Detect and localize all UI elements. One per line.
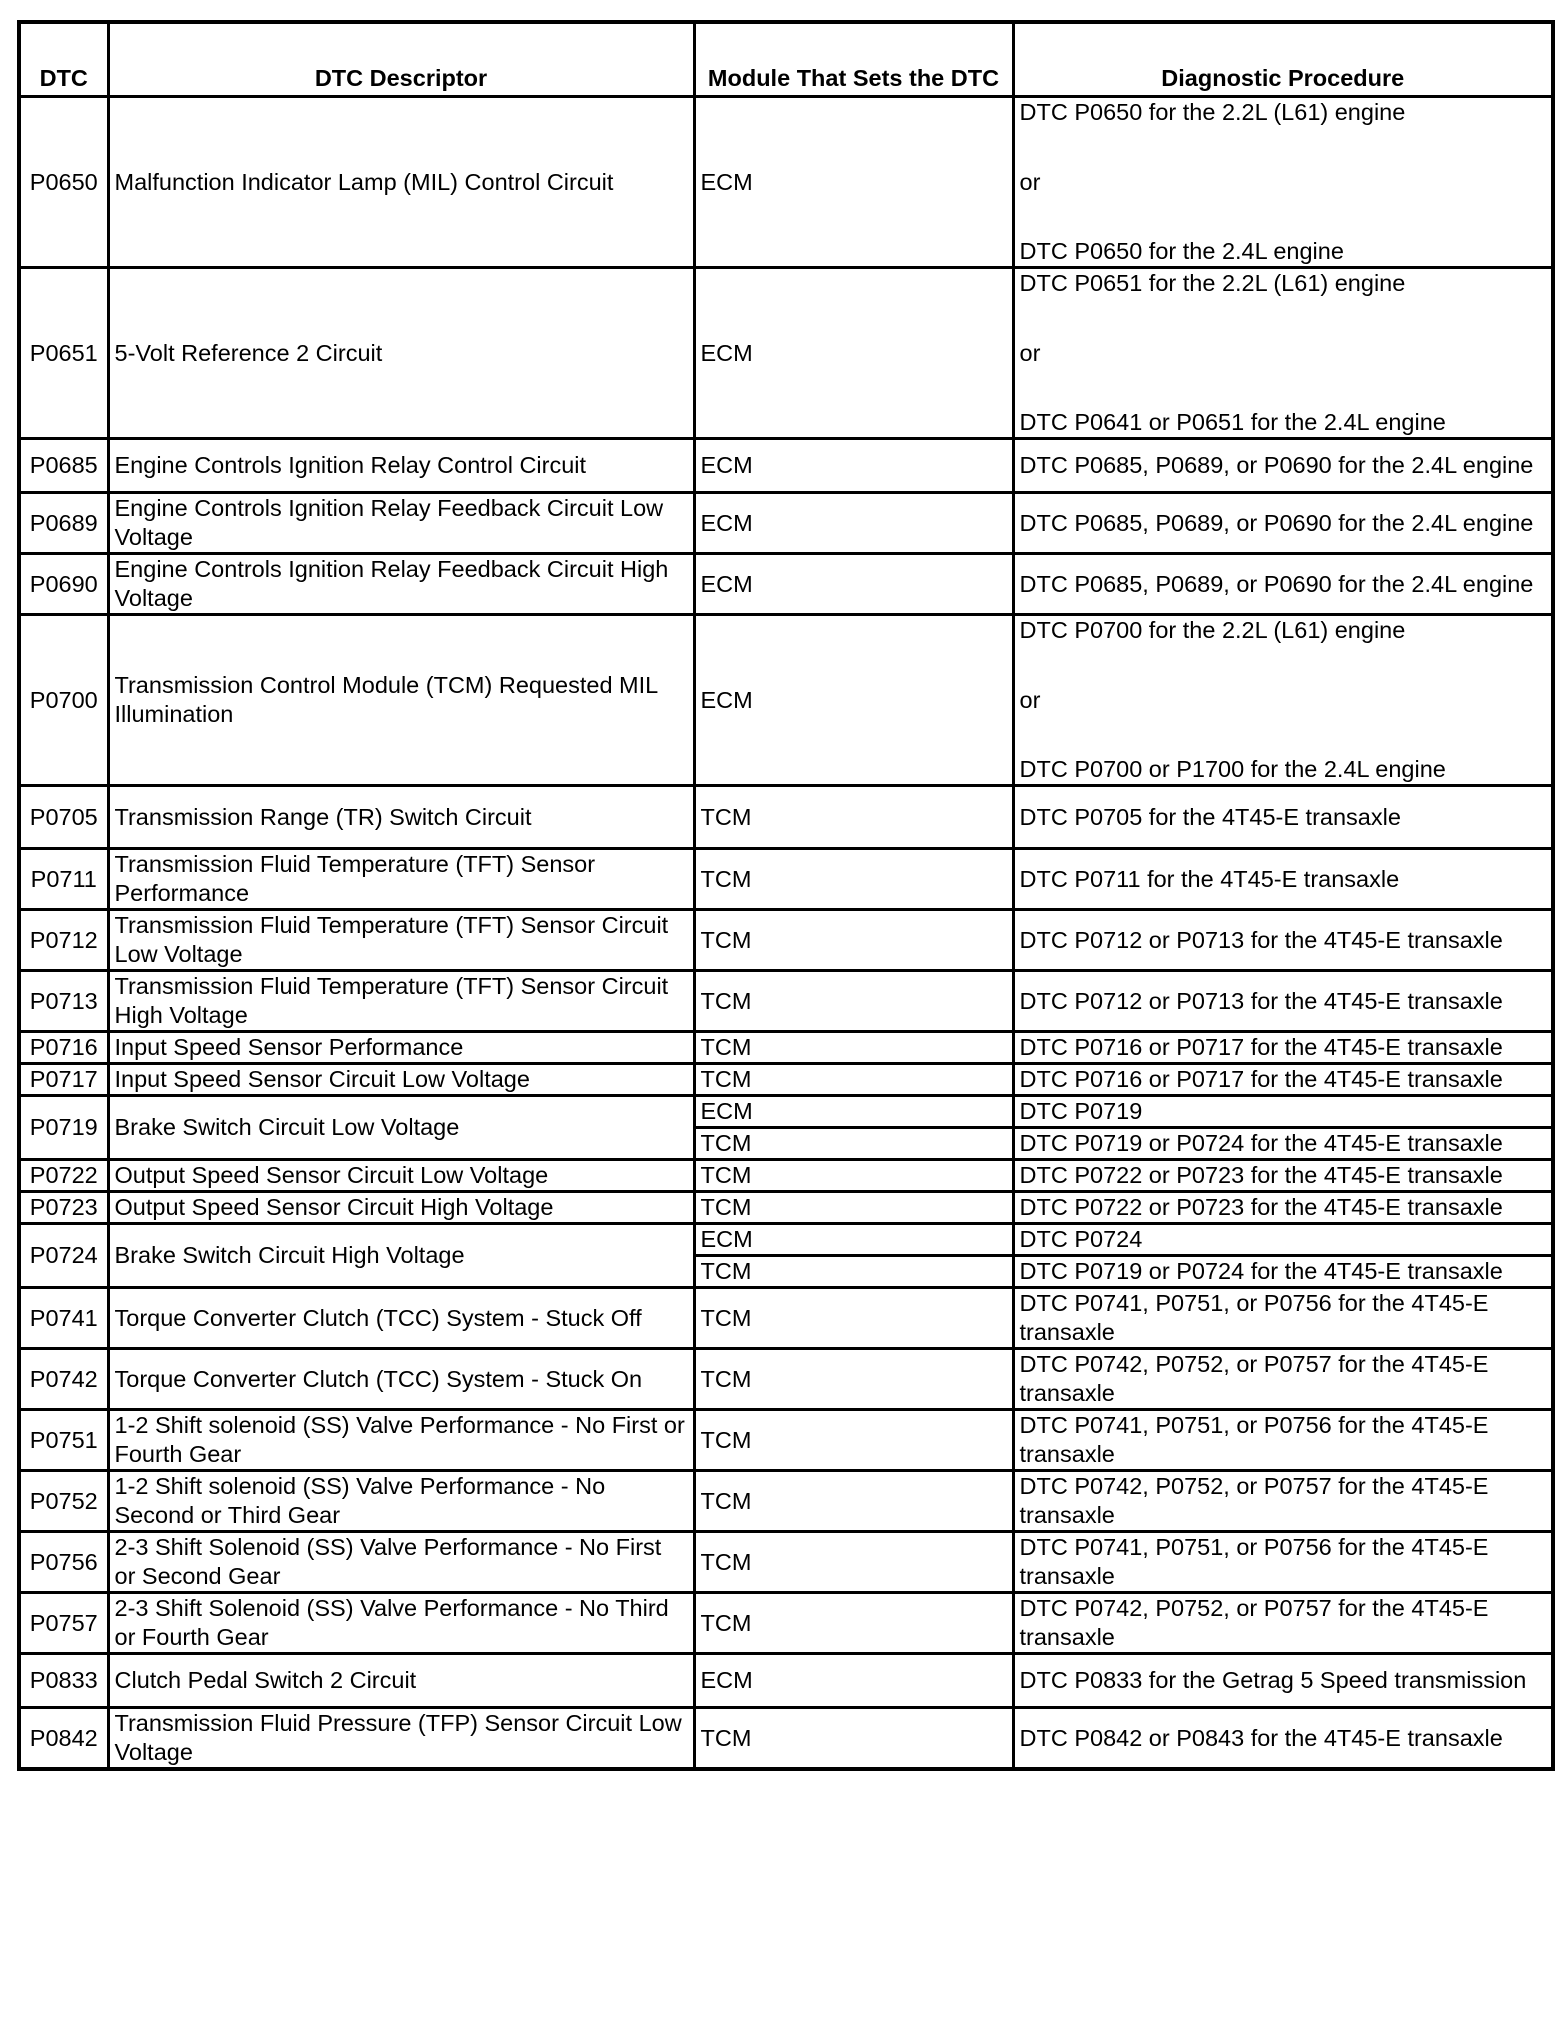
dtc-descriptor: 2-3 Shift Solenoid (SS) Valve Performance - No Third or Fourth Gear [108, 1593, 694, 1654]
diagnostic-procedure: DTC P0833 for the Getrag 5 Speed transmission [1013, 1654, 1553, 1708]
table-row [19, 1654, 1553, 1708]
table-row [19, 493, 1553, 554]
diagnostic-procedure: DTC P0716 or P0717 for the 4T45-E transaxle [1013, 1032, 1553, 1064]
dtc-descriptor: 2-3 Shift Solenoid (SS) Valve Performance - No First or Second Gear [108, 1532, 694, 1593]
table-row [19, 910, 1553, 971]
table-row [19, 1410, 1553, 1471]
module-name: TCM [694, 1708, 1013, 1770]
dtc-code: P0741 [19, 1288, 108, 1349]
table-row [19, 1160, 1553, 1192]
dtc-code: P0651 [19, 268, 108, 439]
module-name: ECM [694, 615, 1013, 786]
diagnostic-procedure: DTC P0742, P0752, or P0757 for the 4T45-E transaxle [1013, 1471, 1553, 1532]
diagnostic-procedure: DTC P0712 or P0713 for the 4T45-E transaxle [1013, 971, 1553, 1032]
table-row [19, 1593, 1553, 1654]
dtc-code: P0717 [19, 1064, 108, 1096]
dtc-code: P0685 [19, 439, 108, 493]
procedure-line: DTC P0650 for the 2.4L engine [1019, 238, 1344, 264]
module-name: TCM [694, 971, 1013, 1032]
table-row [19, 439, 1553, 493]
module-name: TCM [694, 1160, 1013, 1192]
dtc-descriptor: Malfunction Indicator Lamp (MIL) Control Circuit [108, 97, 694, 268]
dtc-descriptor: Torque Converter Clutch (TCC) System - Stuck On [108, 1349, 694, 1410]
diagnostic-procedure: DTC P0742, P0752, or P0757 for the 4T45-E transaxle [1013, 1349, 1553, 1410]
module-name: ECM [694, 554, 1013, 615]
module-name: TCM [694, 1471, 1013, 1532]
dtc-code: P0713 [19, 971, 108, 1032]
diagnostic-procedure: DTC P0685, P0689, or P0690 for the 2.4L engine [1013, 439, 1553, 493]
module-name: TCM [694, 1032, 1013, 1064]
diagnostic-procedure: DTC P0685, P0689, or P0690 for the 2.4L engine [1013, 554, 1553, 615]
dtc-descriptor: Transmission Fluid Temperature (TFT) Sensor Performance [108, 849, 694, 910]
dtc-descriptor: Transmission Fluid Temperature (TFT) Sensor Circuit Low Voltage [108, 910, 694, 971]
dtc-code: P0751 [19, 1410, 108, 1471]
diagnostic-procedure: DTC P0742, P0752, or P0757 for the 4T45-E transaxle [1013, 1593, 1553, 1654]
module-name: ECM [694, 268, 1013, 439]
header-procedure: Diagnostic Procedure [1013, 22, 1553, 97]
header-descriptor: DTC Descriptor [108, 22, 694, 97]
procedure-lines [1020, 98, 1547, 266]
diagnostic-procedure: DTC P0722 or P0723 for the 4T45-E transaxle [1013, 1160, 1553, 1192]
module-name: TCM [694, 1064, 1013, 1096]
procedure-or: or [1019, 168, 1041, 195]
procedure-line: DTC P0650 for the 2.2L (L61) engine [1019, 99, 1406, 125]
diagnostic-procedure: DTC P0705 for the 4T45-E transaxle [1013, 786, 1553, 849]
dtc-descriptor: Torque Converter Clutch (TCC) System - Stuck Off [108, 1288, 694, 1349]
module-name: TCM [694, 1349, 1013, 1410]
dtc-descriptor: Output Speed Sensor Circuit Low Voltage [108, 1160, 694, 1192]
procedure-lines [1020, 269, 1547, 437]
module-name: ECM [694, 1654, 1013, 1708]
diagnostic-procedure: DTC P0685, P0689, or P0690 for the 2.4L engine [1013, 493, 1553, 554]
diagnostic-procedure: DTC P0724 [1013, 1224, 1553, 1256]
dtc-code: P0705 [19, 786, 108, 849]
diagnostic-procedure: DTC P0716 or P0717 for the 4T45-E transaxle [1013, 1064, 1553, 1096]
table-row [19, 615, 1553, 786]
module-name: TCM [694, 849, 1013, 910]
diagnostic-procedure: DTC P0842 or P0843 for the 4T45-E transaxle [1013, 1708, 1553, 1770]
module-name: TCM [694, 1532, 1013, 1593]
diagnostic-procedure: DTC P0712 or P0713 for the 4T45-E transaxle [1013, 910, 1553, 971]
diagnostic-procedure: DTC P0719 [1013, 1096, 1553, 1128]
header-dtc: DTC [19, 22, 108, 97]
dtc-code: P0689 [19, 493, 108, 554]
dtc-descriptor: Brake Switch Circuit High Voltage [108, 1224, 694, 1288]
dtc-code: P0752 [19, 1471, 108, 1532]
module-name: TCM [694, 1288, 1013, 1349]
module-name: TCM [694, 1593, 1013, 1654]
table-row [19, 97, 1553, 268]
table-row [19, 1032, 1553, 1064]
header-module: Module That Sets the DTC [694, 22, 1013, 97]
table-row [19, 1064, 1553, 1096]
module-name: ECM [694, 1096, 1013, 1128]
dtc-code: P0842 [19, 1708, 108, 1770]
table-header [19, 22, 1553, 97]
table-row [19, 268, 1553, 439]
dtc-descriptor: Engine Controls Ignition Relay Control Circuit [108, 439, 694, 493]
dtc-code: P0712 [19, 910, 108, 971]
dtc-code: P0719 [19, 1096, 108, 1160]
table-row [19, 1096, 1553, 1128]
module-name: ECM [694, 493, 1013, 554]
procedure-lines [1020, 616, 1547, 784]
diagnostic-procedure: DTC P0722 or P0723 for the 4T45-E transaxle [1013, 1192, 1553, 1224]
dtc-descriptor: Engine Controls Ignition Relay Feedback Circuit High Voltage [108, 554, 694, 615]
procedure-or: or [1019, 686, 1041, 713]
module-name: TCM [694, 786, 1013, 849]
dtc-code: P0724 [19, 1224, 108, 1288]
dtc-descriptor: Transmission Fluid Temperature (TFT) Sensor Circuit High Voltage [108, 971, 694, 1032]
table-row [19, 1532, 1553, 1593]
table-row [19, 786, 1553, 849]
dtc-table [17, 20, 1555, 1771]
dtc-code: P0700 [19, 615, 108, 786]
dtc-descriptor: 5-Volt Reference 2 Circuit [108, 268, 694, 439]
dtc-code: P0742 [19, 1349, 108, 1410]
diagnostic-procedure: DTC P0741, P0751, or P0756 for the 4T45-E transaxle [1013, 1288, 1553, 1349]
dtc-code: P0690 [19, 554, 108, 615]
dtc-code: P0650 [19, 97, 108, 268]
module-name: TCM [694, 1192, 1013, 1224]
module-name: ECM [694, 1224, 1013, 1256]
dtc-descriptor: Brake Switch Circuit Low Voltage [108, 1096, 694, 1160]
diagnostic-procedure [1013, 97, 1553, 268]
module-name: TCM [694, 1128, 1013, 1160]
table-row [19, 1224, 1553, 1256]
dtc-descriptor: Transmission Range (TR) Switch Circuit [108, 786, 694, 849]
dtc-descriptor: Transmission Fluid Pressure (TFP) Sensor Circuit Low Voltage [108, 1708, 694, 1770]
table-row [19, 1288, 1553, 1349]
table-body [19, 97, 1553, 1770]
table-row [19, 1349, 1553, 1410]
diagnostic-procedure: DTC P0741, P0751, or P0756 for the 4T45-E transaxle [1013, 1410, 1553, 1471]
diagnostic-procedure: DTC P0711 for the 4T45-E transaxle [1013, 849, 1553, 910]
diagnostic-procedure: DTC P0741, P0751, or P0756 for the 4T45-E transaxle [1013, 1532, 1553, 1593]
procedure-line: DTC P0651 for the 2.2L (L61) engine [1019, 270, 1406, 296]
procedure-line: DTC P0700 or P1700 for the 2.4L engine [1019, 756, 1446, 782]
dtc-descriptor: 1-2 Shift solenoid (SS) Valve Performance - No Second or Third Gear [108, 1471, 694, 1532]
table-row [19, 1192, 1553, 1224]
dtc-code: P0723 [19, 1192, 108, 1224]
table-row [19, 554, 1553, 615]
dtc-descriptor: Clutch Pedal Switch 2 Circuit [108, 1654, 694, 1708]
dtc-code: P0833 [19, 1654, 108, 1708]
dtc-descriptor: Input Speed Sensor Performance [108, 1032, 694, 1064]
table-row [19, 1708, 1553, 1770]
dtc-code: P0757 [19, 1593, 108, 1654]
module-name: TCM [694, 1410, 1013, 1471]
dtc-descriptor: Output Speed Sensor Circuit High Voltage [108, 1192, 694, 1224]
diagnostic-procedure [1013, 615, 1553, 786]
procedure-line: DTC P0700 for the 2.2L (L61) engine [1019, 617, 1406, 643]
dtc-descriptor: Transmission Control Module (TCM) Requested MIL Illumination [108, 615, 694, 786]
dtc-code: P0722 [19, 1160, 108, 1192]
module-name: TCM [694, 1256, 1013, 1288]
dtc-code: P0711 [19, 849, 108, 910]
dtc-code: P0756 [19, 1532, 108, 1593]
table-row [19, 971, 1553, 1032]
diagnostic-procedure: DTC P0719 or P0724 for the 4T45-E transaxle [1013, 1128, 1553, 1160]
procedure-or: or [1019, 339, 1041, 366]
diagnostic-procedure [1013, 268, 1553, 439]
module-name: TCM [694, 910, 1013, 971]
dtc-code: P0716 [19, 1032, 108, 1064]
dtc-descriptor: Input Speed Sensor Circuit Low Voltage [108, 1064, 694, 1096]
module-name: ECM [694, 97, 1013, 268]
module-name: ECM [694, 439, 1013, 493]
header-row [19, 22, 1553, 97]
dtc-descriptor: 1-2 Shift solenoid (SS) Valve Performance - No First or Fourth Gear [108, 1410, 694, 1471]
table-row [19, 849, 1553, 910]
procedure-line: DTC P0641 or P0651 for the 2.4L engine [1019, 409, 1446, 435]
dtc-descriptor: Engine Controls Ignition Relay Feedback Circuit Low Voltage [108, 493, 694, 554]
table-row [19, 1471, 1553, 1532]
diagnostic-procedure: DTC P0719 or P0724 for the 4T45-E transaxle [1013, 1256, 1553, 1288]
